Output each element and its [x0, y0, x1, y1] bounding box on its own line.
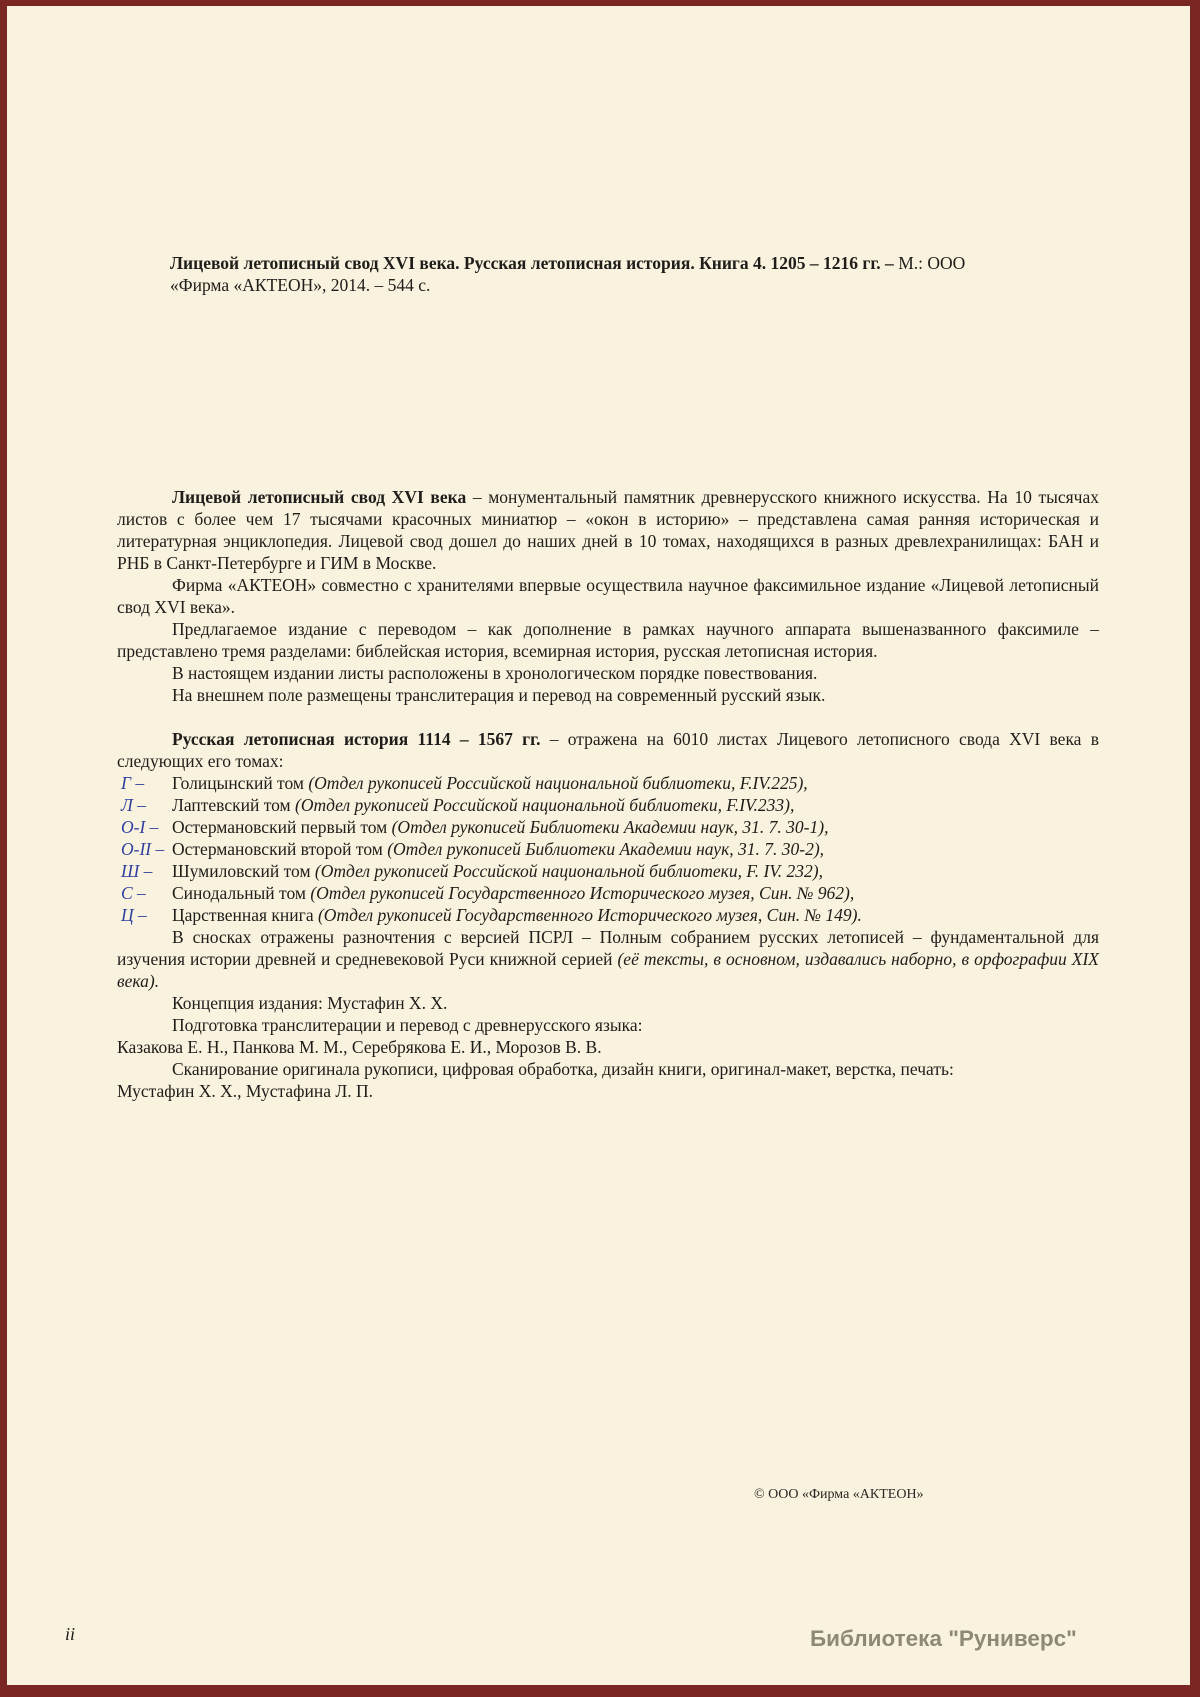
volume-siglum: О-I –: [121, 817, 159, 837]
list-item: [117, 860, 1099, 882]
volume-name: Синодальный том: [172, 883, 311, 903]
volume-name: Голицынский том: [172, 773, 309, 793]
intro-paragraph-1: [117, 486, 1099, 574]
volume-source: (Отдел рукописей Библиотеки Академии наук, 31. 7. 30-2),: [387, 839, 825, 859]
credit-production-names: Мустафин Х. Х., Мустафина Л. П.: [117, 1081, 373, 1101]
footnote-paragraph: [117, 926, 1099, 992]
list-item: [117, 882, 1099, 904]
volume-source: (Отдел рукописей Государственного Исторического музея, Син. № 962),: [310, 883, 855, 903]
intro-lead-rest: – монументальный памятник древнерусского книжного искусства. На 10 тысячах листов с более чем 17 тысячами красочных миниатюр – «окон в историю» – представлена самая ранняя историческая и литературная энциклопедия. Лицевой свод дошел до наших дней в 10 томах, находящихся в разных древлехранилищах: БАН и РНБ в Санкт-Петербурге и ГИМ в Москве.: [117, 487, 1100, 573]
list-item: [117, 838, 1099, 860]
volume-siglum: Г –: [121, 773, 145, 793]
volume-name: Лаптевский том: [172, 795, 296, 815]
intro-paragraph-5: На внешнем поле размещены транслитерация и перевод на современный русский язык.: [172, 685, 826, 705]
volume-source: (Отдел рукописей Библиотеки Академии наук, 31. 7. 30-1),: [391, 817, 829, 837]
list-item: [117, 904, 1099, 926]
history-heading-rest: – отражена на 6010 листах Лицевого летописного свода XVI века в следующих его томах:: [117, 729, 1099, 771]
history-heading-paragraph: [117, 728, 1099, 772]
list-item: [117, 772, 1099, 794]
volume-source: (Отдел рукописей Российской национальной библиотеки, F. IV. 232),: [314, 861, 823, 881]
footnote-regular: В сносках отражены разночтения с версией ПСРЛ – Полным собранием русских летописей – фундаментальной для изучения истории древней и средневековой Руси книжной серией: [117, 927, 1099, 969]
footnote-italic: (её тексты, в основном, издавались наборно, в орфографии XIX века).: [117, 949, 1099, 991]
volume-name: Шумиловский том: [172, 861, 315, 881]
volume-siglum: О-II –: [121, 839, 165, 859]
main-text-block: [117, 486, 1099, 1102]
citation-title: Лицевой летописный свод XVI века. Русская летописная история. Книга 4. 1205 – 1216 гг. –: [170, 253, 894, 273]
spacer: [117, 706, 1099, 728]
volume-siglum: Ц –: [121, 905, 147, 925]
intro-paragraph-4: В настоящем издании листы расположены в хронологическом порядке повествования.: [172, 663, 818, 683]
citation-imprint: М.: ООО «Фирма «АКТЕОН», 2014. – 544 с.: [170, 253, 966, 295]
volumes-list: [117, 772, 1099, 926]
volume-siglum: Ш –: [121, 861, 153, 881]
runivers-library-watermark: Библиотека "Руниверс": [810, 1626, 1077, 1651]
intro-paragraph-3: Предлагаемое издание с переводом – как дополнение в рамках научного аппарата вышеназванного факсимиле – представлено тремя разделами: библейская история, всемирная история, русская летописная история.: [117, 619, 1099, 661]
credit-production-heading: Сканирование оригинала рукописи, цифровая обработка, дизайн книги, оригинал-макет, верстка, печать:: [172, 1059, 954, 1079]
credit-transliteration-names: Казакова Е. Н., Панкова М. М., Серебрякова Е. И., Морозов В. В.: [117, 1037, 602, 1057]
list-item: [117, 794, 1099, 816]
volume-source: (Отдел рукописей Государственного Исторического музея, Син. № 149).: [317, 905, 862, 925]
volume-source: (Отдел рукописей Российской национальной библиотеки, F.IV.233),: [295, 795, 795, 815]
volume-source: (Отдел рукописей Российской национальной библиотеки, F.IV.225),: [308, 773, 808, 793]
volume-name: Царственная книга: [172, 905, 318, 925]
intro-lead-bold: Лицевой летописный свод XVI века: [172, 487, 467, 507]
copyright-line: © ООО «Фирма «АКТЕОН»: [754, 1487, 924, 1502]
page-number: ii: [65, 1624, 76, 1644]
list-item: [117, 816, 1099, 838]
volume-siglum: С –: [121, 883, 146, 903]
history-heading-bold: Русская летописная история 1114 – 1567 гг.: [172, 729, 541, 749]
intro-paragraph-2: Фирма «АКТЕОН» совместно с хранителями впервые осуществила научное факсимильное издание «Лицевой летописный свод XVI века».: [117, 575, 1099, 617]
credit-transliteration-heading: Подготовка транслитерации и перевод с древнерусского языка:: [172, 1015, 643, 1035]
volume-name: Остермановский второй том: [172, 839, 388, 859]
volume-siglum: Л –: [121, 795, 146, 815]
volume-name: Остермановский первый том: [172, 817, 392, 837]
bibliographic-citation: [170, 252, 1000, 296]
credit-concept: Концепция издания: Мустафин Х. Х.: [172, 993, 448, 1013]
